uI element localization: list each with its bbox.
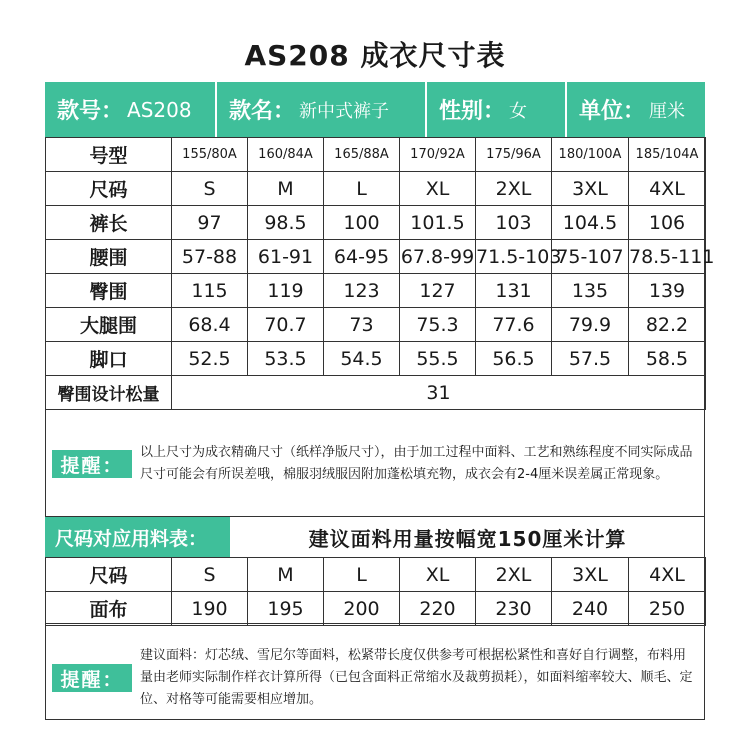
size-table-row	[46, 138, 706, 172]
size-cell: 75.3	[400, 308, 476, 342]
size-cell: 57.5	[552, 342, 629, 376]
size-cell: 79.9	[552, 308, 629, 342]
fabric-size-cell: 3XL	[552, 558, 629, 592]
fabric-amount-cell: 250	[629, 592, 706, 626]
fabric-header	[45, 517, 705, 557]
size-cell: 54.5	[324, 342, 400, 376]
size-cell: 180/100A	[552, 138, 629, 172]
size-cell: 56.5	[476, 342, 552, 376]
fabric-size-row	[46, 558, 706, 592]
size-cell: 160/84A	[248, 138, 324, 172]
size-cell: 104.5	[552, 206, 629, 240]
size-cell: 55.5	[400, 342, 476, 376]
size-table-row	[46, 274, 706, 308]
size-cell: 115	[172, 274, 248, 308]
size-cell: 119	[248, 274, 324, 308]
size-cell: XL	[400, 172, 476, 206]
gender-cell	[425, 82, 565, 137]
fabric-size-cell: 2XL	[476, 558, 552, 592]
fabric-amount-cell: 200	[324, 592, 400, 626]
size-table-row	[46, 172, 706, 206]
style-number-cell	[45, 82, 215, 137]
fabric-amount-row	[46, 592, 706, 626]
fabric-amount-head: 面布	[46, 592, 172, 626]
size-cell: 57-88	[172, 240, 248, 274]
size-cell: 71.5-103	[476, 240, 552, 274]
gender-label: 性别：	[439, 99, 506, 124]
size-cell: 175/96A	[476, 138, 552, 172]
size-table-row	[46, 342, 706, 376]
size-cell: M	[248, 172, 324, 206]
size-cell: 82.2	[629, 308, 706, 342]
size-cell: 127	[400, 274, 476, 308]
fabric-header-label: 尺码对应用料表：	[45, 517, 230, 557]
fabric-amount-cell: 190	[172, 592, 248, 626]
fabric-size-cell: XL	[400, 558, 476, 592]
fabric-size-cell: 4XL	[629, 558, 706, 592]
fabric-amount-cell: 195	[248, 592, 324, 626]
size-table-row	[46, 308, 706, 342]
reminder-box-2	[46, 636, 704, 720]
size-table-row	[46, 240, 706, 274]
fabric-size-cell: M	[248, 558, 324, 592]
size-cell: 64-95	[324, 240, 400, 274]
ease-value: 31	[172, 376, 706, 410]
size-cell: 70.7	[248, 308, 324, 342]
size-cell: 98.5	[248, 206, 324, 240]
row-header: 脚口	[46, 342, 172, 376]
reminder-text-2: 建议面料：灯芯绒、雪尼尔等面料，松紧带长度仅供参考可根据松紧性和喜好自行调整，布料用量由老师实际制作样衣计算所得（已包含面料正常缩水及裁剪损耗），如面料缩率较大、顺毛、定位、对格等可能需要相应增加。	[140, 648, 693, 707]
fabric-size-cell: S	[172, 558, 248, 592]
row-header: 大腿围	[46, 308, 172, 342]
unit-value: 厘米	[649, 100, 686, 122]
info-header-bar	[45, 82, 705, 137]
size-cell: 97	[172, 206, 248, 240]
size-cell: 68.4	[172, 308, 248, 342]
row-header: 号型	[46, 138, 172, 172]
size-cell: 100	[324, 206, 400, 240]
size-cell: 73	[324, 308, 400, 342]
fabric-amount-cell: 240	[552, 592, 629, 626]
size-cell: 53.5	[248, 342, 324, 376]
gender-value: 女	[509, 100, 528, 122]
row-header: 裤长	[46, 206, 172, 240]
fabric-header-note: 建议面料用量按幅宽150厘米计算	[308, 526, 627, 551]
size-cell: 2XL	[476, 172, 552, 206]
size-cell: 103	[476, 206, 552, 240]
size-cell: 135	[552, 274, 629, 308]
page-title: AS208 成衣尺寸表	[244, 39, 506, 72]
size-cell: 139	[629, 274, 706, 308]
divider	[45, 623, 705, 624]
fabric-size-cell: L	[324, 558, 400, 592]
size-cell: 131	[476, 274, 552, 308]
size-cell: 185/104A	[629, 138, 706, 172]
unit-label: 单位：	[579, 99, 646, 124]
style-name-value: 新中式裤子	[299, 100, 390, 122]
size-cell: 101.5	[400, 206, 476, 240]
size-cell: 67.8-99	[400, 240, 476, 274]
row-header: 腰围	[46, 240, 172, 274]
ease-label: 臀围设计松量	[46, 376, 172, 410]
style-name-cell	[215, 82, 425, 137]
fabric-amount-cell: 230	[476, 592, 552, 626]
style-number-label: 款号：	[57, 99, 124, 124]
size-table-row	[46, 206, 706, 240]
fabric-table	[45, 557, 706, 626]
size-cell: 123	[324, 274, 400, 308]
style-number-value: AS208	[127, 97, 192, 122]
size-cell: 155/80A	[172, 138, 248, 172]
size-cell: 75-107	[552, 240, 629, 274]
reminder-badge-1: 提醒：	[52, 450, 132, 478]
size-cell: S	[172, 172, 248, 206]
size-cell: 58.5	[629, 342, 706, 376]
size-table	[45, 137, 715, 410]
reminder-badge-2: 提醒：	[52, 664, 132, 692]
size-cell: 106	[629, 206, 706, 240]
unit-cell	[565, 82, 705, 137]
size-cell: 165/88A	[324, 138, 400, 172]
size-cell: 3XL	[552, 172, 629, 206]
reminder-text-1: 以上尺寸为成衣精确尺寸（纸样净版尺寸），由于加工过程中面料、工艺和熟练程度不同实际成品尺寸可能会有所误差哦，棉服羽绒服因附加蓬松填充物，成衣会有2-4厘米误差属正常现象。	[140, 445, 693, 482]
size-cell: 52.5	[172, 342, 248, 376]
fabric-size-head: 尺码	[46, 558, 172, 592]
size-cell: 78.5-111	[629, 240, 706, 274]
row-header: 臀围	[46, 274, 172, 308]
style-name-label: 款名：	[229, 99, 296, 124]
size-cell: 61-91	[248, 240, 324, 274]
size-cell: 170/92A	[400, 138, 476, 172]
size-cell: L	[324, 172, 400, 206]
size-cell: 77.6	[476, 308, 552, 342]
reminder-box-1	[46, 413, 704, 515]
fabric-amount-cell: 220	[400, 592, 476, 626]
row-header: 尺码	[46, 172, 172, 206]
ease-row	[46, 376, 706, 410]
size-cell: 4XL	[629, 172, 706, 206]
